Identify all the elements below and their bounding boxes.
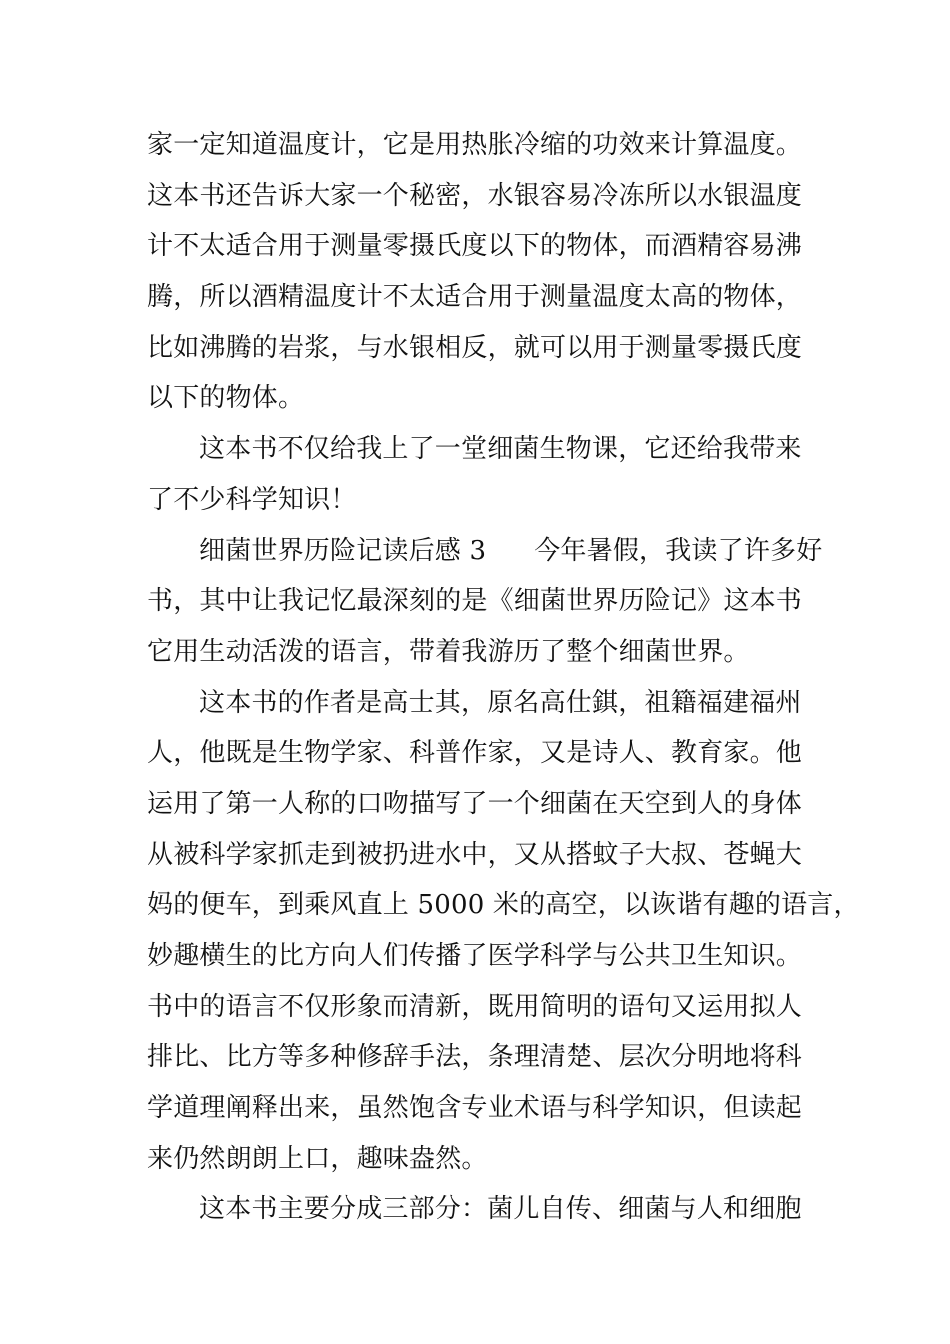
text-line: 人，他既是生物学家、科普作家，又是诗人、教育家。他 [147,738,803,769]
text-line: 来仍然朗朗上口，趣味盎然。 [147,1143,488,1174]
text-line: 它用生动活泼的语言，带着我游历了整个细菌世界。 [147,636,750,667]
text-line: 比如沸腾的岩浆，与水银相反，就可以用于测量零摄氏度 [147,332,803,363]
text-line: 运用了第一人称的口吻描写了一个细菌在天空到人的身体 [147,788,803,819]
text-line: 这本书主要分成三部分：菌儿自传、细菌与人和细胞 [199,1194,802,1225]
text-line: 学道理阐释出来，虽然饱含专业术语与科学知识，但读起 [147,1093,803,1124]
heading-line-text: 今年暑假，我读了许多好 [534,535,823,566]
text-line: 书中的语言不仅形象而清新，既用简明的语句又运用拟人 [147,991,803,1022]
text-line: 以下的物体。 [147,383,305,414]
text-line: 了不少科学知识！ [147,484,357,515]
text-line: 这本书不仅给我上了一堂细菌生物课，它还给我带来 [199,434,802,465]
text-line: 妙趣横生的比方向人们传播了医学科学与公共卫生知识。 [147,941,803,971]
text-line: 家一定知道温度计，它是用热胀冷缩的功效来计算温度。 [147,130,803,160]
text-line: 这本书的作者是高士其，原名高仕錤，祖籍福建福州 [199,687,802,718]
text-line: 排比、比方等多种修辞手法，条理清楚、层次分明地将科 [147,1042,803,1073]
text-line: 腾，所以酒精温度计不太适合用于测量温度太高的物体， [147,282,803,313]
text-line: 计不太适合用于测量零摄氏度以下的物体，而酒精容易沸 [147,231,803,262]
text-line [147,533,847,584]
text-line: 妈的便车，到乘风直上 5000 米的高空，以诙谐有趣的语言， [147,890,860,921]
text-line: 这本书还告诉大家一个秘密，水银容易冷冻所以水银温度 [147,180,803,211]
document-body [147,127,860,1242]
text-line: 从被科学家抓走到被扔进水中，又从搭蚊子大叔、苍蝇大 [147,839,803,870]
section-heading: 细菌世界历险记读后感 3 [199,535,487,566]
text-line: 书，其中让我记忆最深刻的是《细菌世界历险记》这本书 [147,586,803,617]
